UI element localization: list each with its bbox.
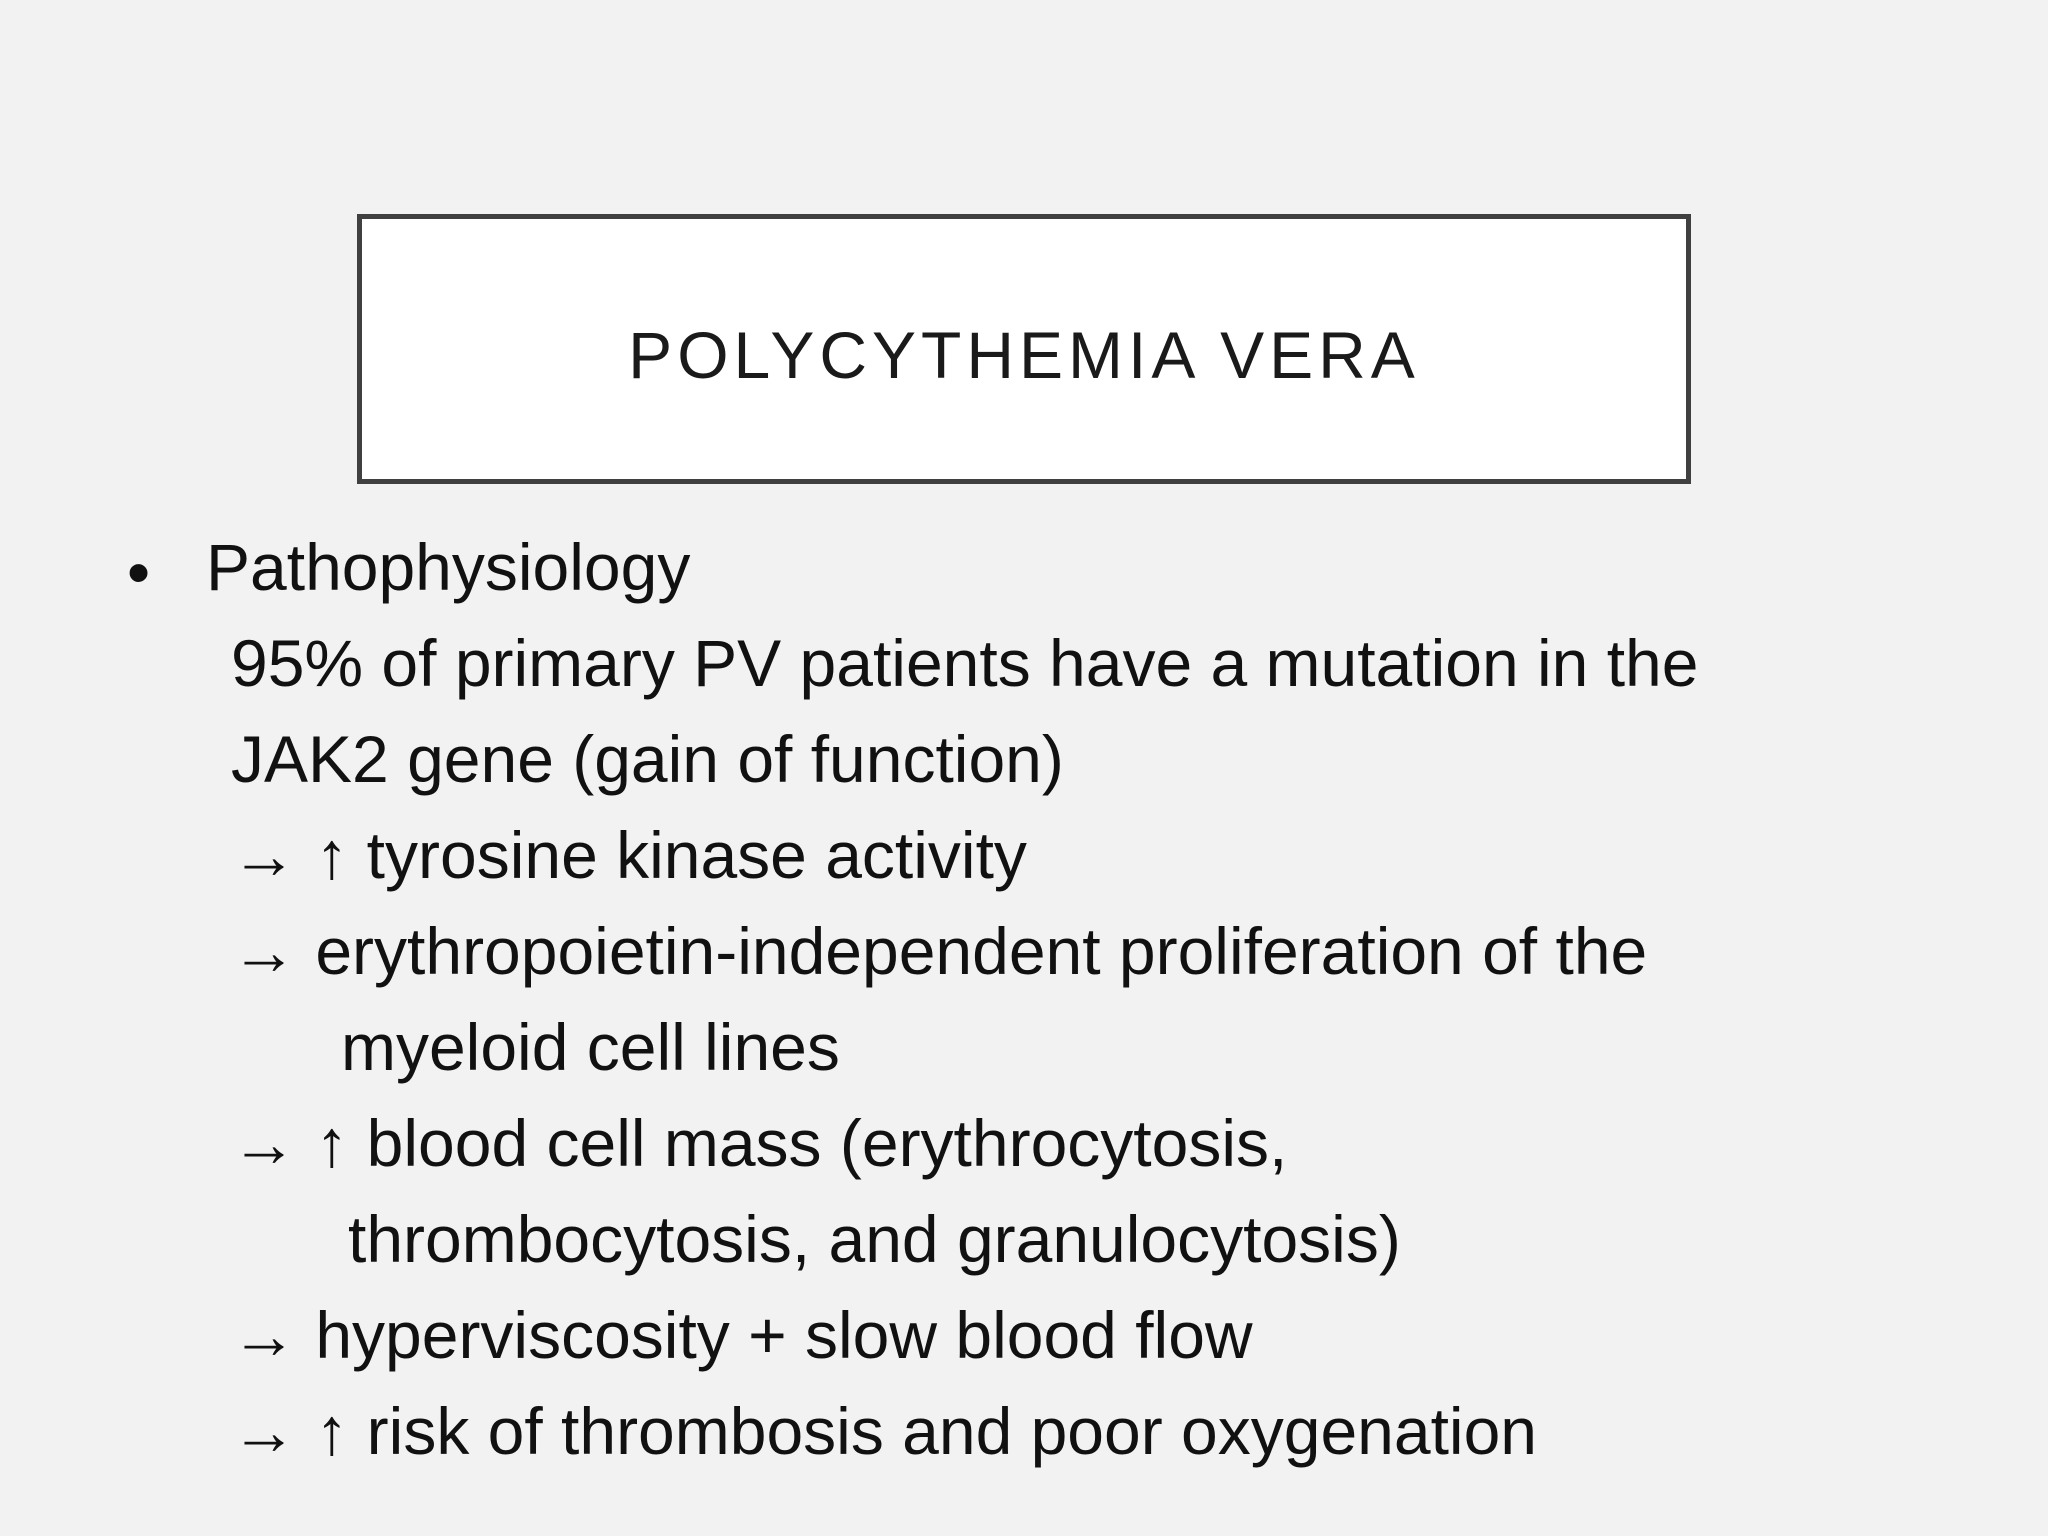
bullet-heading: Pathophysiology [206,530,691,604]
body-line: → ↑ blood cell mass (erythrocytosis, [231,1106,1288,1180]
body-line: → ↑ tyrosine kinase activity [231,818,1027,892]
slide-title: POLYCYTHEMIA VERA [628,318,1420,392]
body-line: → hyperviscosity + slow blood flow [231,1298,1253,1372]
body-line: JAK2 gene (gain of function) [231,722,1064,796]
body-line-continuation: myeloid cell lines [341,1010,840,1084]
body-line: → ↑ risk of thrombosis and poor oxygenation [231,1394,1537,1468]
body-line: → erythropoietin-independent proliferation of the [231,914,1648,988]
body-line: 95% of primary PV patients have a mutation in the [231,626,1699,700]
body-line-continuation: thrombocytosis, and granulocytosis) [348,1202,1401,1276]
bullet-marker: • [127,535,151,609]
